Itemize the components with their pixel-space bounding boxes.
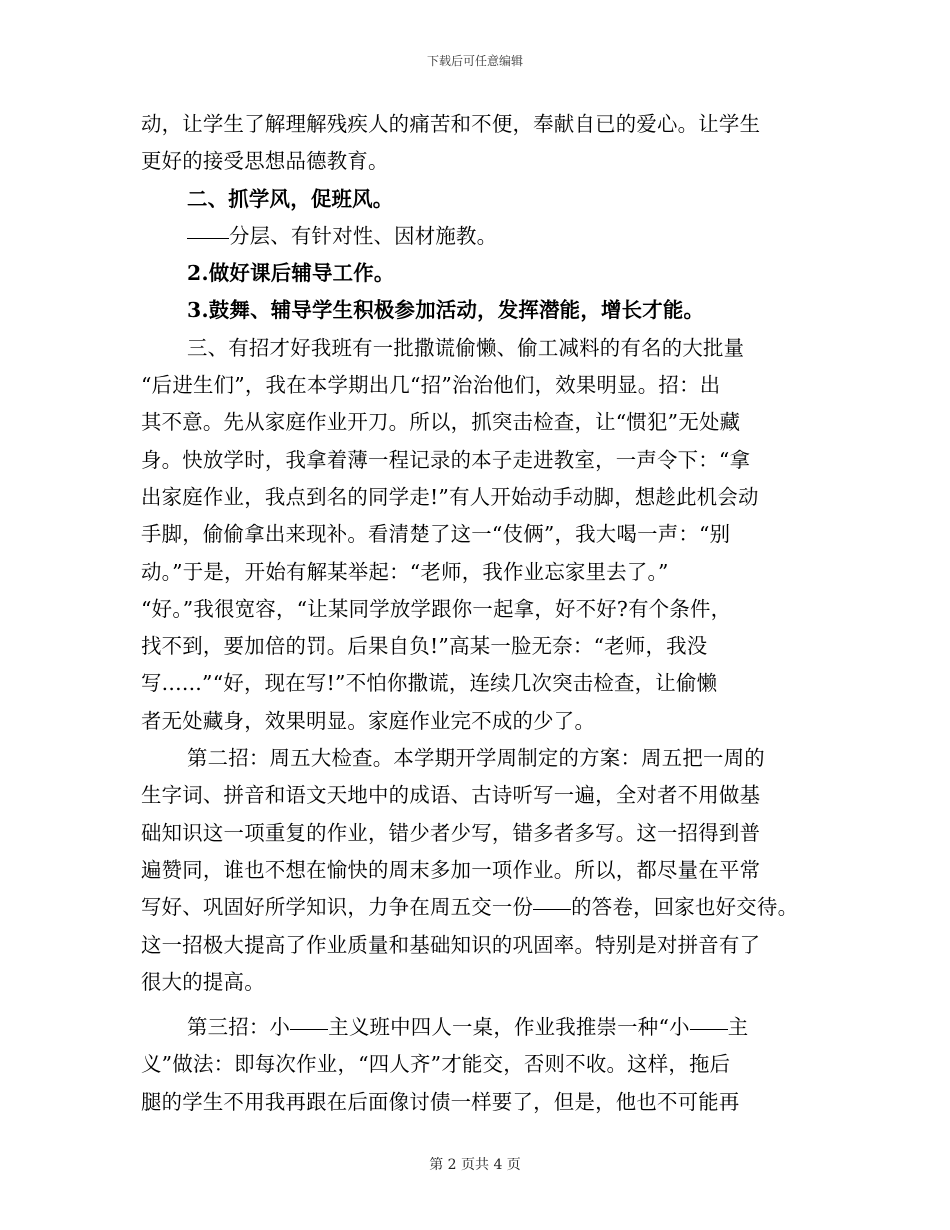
body-line: 很大的提高。 bbox=[141, 969, 265, 994]
body-line: 义”做法：即每次作业，“四人齐”才能交，否则不收。这样，拖后 bbox=[141, 1052, 731, 1077]
body-line: 手脚，偷偷拿出来现补。看清楚了这一“伎俩”，我大喝一声：“别 bbox=[141, 522, 731, 547]
body-line: 出家庭作业，我点到名的同学走!”有人开始动手动脚，想趁此机会动 bbox=[141, 484, 759, 509]
page-footer: 第 2 页共 4 页 bbox=[429, 1157, 521, 1173]
body-line: 遍赞同，谁也不想在愉快的周末多加一项作业。所以，都尽量在平常 bbox=[141, 857, 761, 882]
body-line: “后进生们”，我在本学期出几“招”治治他们，效果明显。招：出 bbox=[141, 373, 721, 398]
document-body bbox=[141, 106, 831, 1121]
body-line: 写......”“好，现在写!”不怕你撒谎，连续几次突击检查，让偷懒 bbox=[141, 671, 718, 696]
body-line: “好。”我很宽容，“让某同学放学跟你一起拿，好不好?有个条件， bbox=[141, 596, 732, 621]
blank-underline bbox=[533, 891, 571, 910]
body-line: 腿的学生不用我再跟在后面像讨债一样要了，但是，他也不可能再 bbox=[141, 1089, 740, 1114]
paragraph-gap bbox=[141, 1001, 831, 1009]
body-line: 动，让学生了解理解残疾人的痛苦和不便，奉献自已的爱心。让学生 bbox=[141, 112, 761, 136]
body-line: 写好、巩固好所学知识，力争在周五交一份 的答卷，回家也好交待。 bbox=[141, 889, 831, 926]
list-item: 2.做好课后辅导工作。 bbox=[187, 261, 395, 286]
list-item: 分层、有针对性、因材施教。 bbox=[141, 218, 831, 255]
list-item: 3.鼓舞、辅导学生积极参加活动，发挥潜能，增长才能。 bbox=[187, 298, 705, 323]
body-line: 这一招极大提高了作业质量和基础知识的巩固率。特别是对拼音有了 bbox=[141, 932, 761, 957]
section-heading: 二、抓学风，促班风。 bbox=[187, 186, 394, 211]
body-line: 第三招：小 主义班中四人一桌，作业我推崇一种“小 主 bbox=[141, 1009, 831, 1046]
page-header: 下载后可任意编辑 bbox=[426, 54, 523, 68]
body-line: 其不意。先从家庭作业开刀。所以，抓突击检查，让“惯犯”无处藏 bbox=[141, 410, 741, 435]
body-line: 第二招：周五大检查。本学期开学周制定的方案：周五把一周的 bbox=[187, 746, 765, 771]
body-line: 动。”于是，开始有解某举起：“老师，我作业忘家里去了。” bbox=[141, 559, 669, 584]
body-line: 者无处藏身，效果明显。家庭作业完不成的少了。 bbox=[141, 708, 596, 733]
body-line: 身。快放学时，我拿着薄一程记录的本子走进教室，一声令下：“拿 bbox=[141, 447, 751, 472]
body-line: 生字词、拼音和语文天地中的成语、古诗听写一遍，全对者不用做基 bbox=[141, 783, 761, 808]
body-line: 找不到，要加倍的罚。后果自负!”高某一脸无奈：“老师，我没 bbox=[141, 634, 708, 659]
blank-underline bbox=[290, 1011, 328, 1030]
body-line: 三、有招才好我班有一批撒谎偷懒、偷工减料的有名的大批量 bbox=[187, 335, 745, 360]
blank-underline bbox=[187, 220, 229, 239]
blank-underline bbox=[690, 1011, 728, 1030]
body-line: 础知识这一项重复的作业，错少者少写，错多者多写。这一招得到普 bbox=[141, 820, 761, 845]
body-line: 更好的接受思想品德教育。 bbox=[141, 149, 389, 174]
